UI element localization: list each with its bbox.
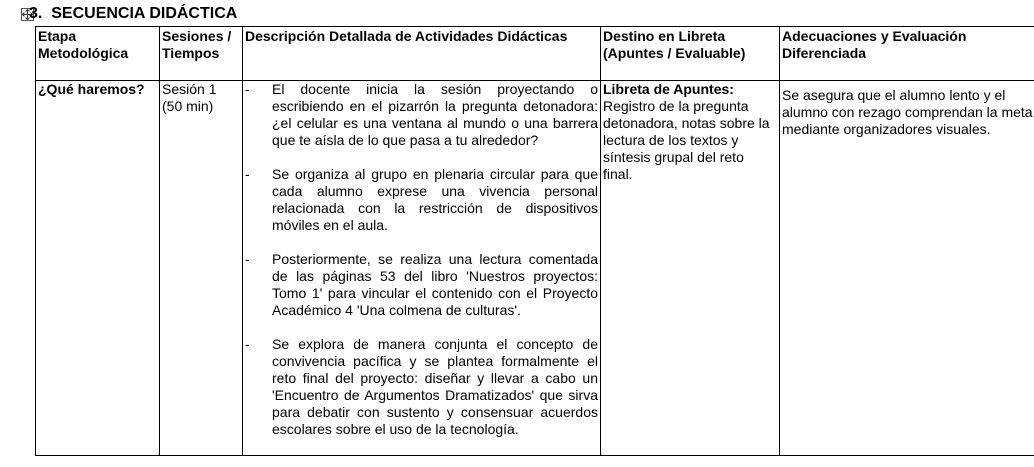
header-description: Descripción Detallada de Actividades Didácticas <box>243 27 601 81</box>
didactic-sequence-table <box>35 26 1034 456</box>
table-row <box>36 81 1034 456</box>
activity-item <box>245 251 598 319</box>
adaptation-cell <box>780 81 1034 456</box>
section-number: 3. <box>29 5 43 22</box>
bullet-dash: - <box>245 336 250 352</box>
session-time: (50 min) <box>162 98 214 114</box>
activity-item <box>245 336 598 438</box>
activities-list <box>245 81 598 438</box>
bullet-dash: - <box>245 81 250 97</box>
activities-cell <box>243 81 601 456</box>
table-header-row <box>36 27 1034 81</box>
adaptation-text: Se asegura que el alumno lento y el alumno con rezago comprendan la meta mediante organizadores visuales. <box>782 87 1033 137</box>
session-cell <box>160 81 243 456</box>
notebook-cell <box>601 81 780 456</box>
notebook-title: Libreta de Apuntes: <box>603 81 734 97</box>
stage-cell: ¿Qué haremos? <box>36 81 160 456</box>
activity-text: Se organiza al grupo en plenaria circular para que cada alumno exprese una vivencia personal relacionada con la restricción de dispositivos móviles en el aula. <box>272 166 598 233</box>
header-sessions: Sesiones / Tiempos <box>160 27 243 81</box>
section-title-text: SECUENCIA DIDÁCTICA <box>51 5 238 22</box>
session-label: Sesión 1 <box>162 81 217 97</box>
notebook-text: Registro de la pregunta detonadora, notas sobre la lectura de los textos y síntesis grupal del reto final. <box>603 98 770 182</box>
section-title <box>29 4 237 24</box>
activity-item <box>245 166 598 234</box>
activity-text: Se explora de manera conjunta el concepto de convivencia pacífica y se plantea formalmente el reto final del proyecto: diseñar y llevar a cabo un 'Encuentro de Argumentos Dramatizados' que sirva para debatir con sustento y consensuar acuerdos escolares sobre el uso de la tecnología. <box>272 336 598 437</box>
header-adaptations: Adecuaciones y Evaluación Diferenciada <box>780 27 1034 81</box>
activity-text: El docente inicia la sesión proyectando o escribiendo en el pizarrón la pregunta detonadora: ¿el celular es una ventana al mundo o una barrera que te aísla de lo que pasa a tu alrededor? <box>272 81 598 148</box>
bullet-dash: - <box>245 166 250 182</box>
header-destination: Destino en Libreta (Apuntes / Evaluable) <box>601 27 780 81</box>
header-stage: Etapa Metodológica <box>36 27 160 81</box>
bullet-dash: - <box>245 251 250 267</box>
activity-item <box>245 81 598 149</box>
activity-text: Posteriormente, se realiza una lectura comentada de las páginas 53 del libro 'Nuestros proyectos: Tomo 1' para vincular el contenido con el Proyecto Académico 4 'Una colmena de culturas'. <box>272 251 598 318</box>
